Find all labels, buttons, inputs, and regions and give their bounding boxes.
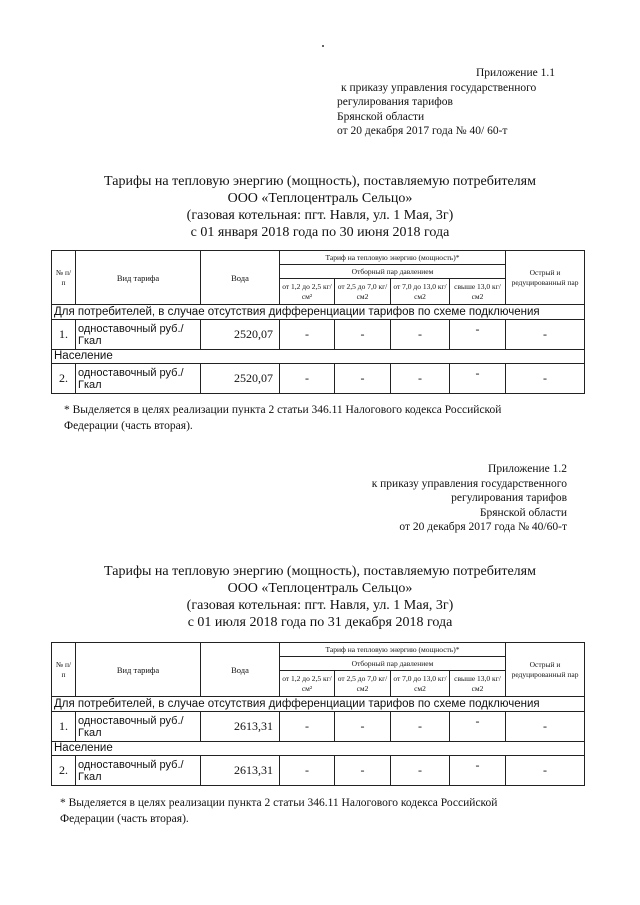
appendix-order-date: от 20 декабря 2017 года № 40/60-т — [399, 521, 567, 533]
title-line: с 01 июля 2018 года по 31 декабря 2018 года — [187, 615, 453, 630]
header-steam-1-2-5: от 1,2 до 2,5 кг/см² — [280, 279, 335, 305]
row-cell: - — [335, 712, 391, 742]
appendix-order-line: Брянской области — [337, 110, 425, 123]
row-tariff-type: одноставочный руб./Гкал — [76, 320, 201, 350]
section-label: Население — [52, 350, 585, 364]
title-line: Тарифы на тепловую энергию (мощность), поставляемую потребителям — [104, 564, 536, 579]
title-line: (газовая котельная: пгт. Навля, ул. 1 Мая, 3г) — [186, 598, 454, 613]
header-steam-group: Отборный пар давлением — [280, 265, 506, 279]
row-cell: - — [506, 320, 585, 350]
footnote — [64, 402, 501, 434]
row-number: 1. — [52, 712, 76, 742]
row-cell: - — [506, 712, 585, 742]
row-water-value: 2613,31 — [201, 712, 280, 742]
header-tariff-type: Вид тарифа — [76, 643, 201, 697]
header-steam-2-5-7: от 2,5 до 7,0 кг/см2 — [335, 279, 391, 305]
appendix-header — [337, 66, 555, 139]
title-line: ООО «Теплоцентраль Сельцо» — [227, 581, 413, 596]
tariff-table — [51, 642, 585, 786]
row-cell: - — [391, 320, 450, 350]
title-line: ООО «Теплоцентраль Сельцо» — [227, 191, 413, 206]
header-steam-7-13: от 7,0 до 13,0 кг/см2 — [391, 279, 450, 305]
row-number: 2. — [52, 756, 76, 786]
header-steam-group: Отборный пар давлением — [280, 657, 506, 671]
table-row — [52, 712, 585, 742]
section-label: Население — [52, 742, 585, 756]
title-line: (газовая котельная: пгт. Навля, ул. 1 Мая, 3г) — [186, 208, 454, 223]
header-row-number: № п/ п — [52, 643, 76, 697]
header-tariff-type: Вид тарифа — [76, 251, 201, 305]
row-cell: - — [450, 320, 506, 350]
table-row — [52, 364, 585, 394]
row-cell: - — [391, 712, 450, 742]
row-cell: - — [391, 756, 450, 786]
document-title — [0, 563, 640, 631]
table-row — [52, 320, 585, 350]
row-water-value: 2520,07 — [201, 364, 280, 394]
row-water-value: 2520,07 — [201, 320, 280, 350]
section-label: Для потребителей, в случае отсутствия дифференциации тарифов по схеме подключения — [52, 305, 585, 320]
appendix-order-line: регулирования тарифов — [451, 492, 567, 504]
row-cell: - — [450, 364, 506, 394]
title-line: Тарифы на тепловую энергию (мощность), поставляемую потребителям — [104, 174, 536, 189]
tariff-table — [51, 250, 585, 394]
header-steam-over-13: свыше 13,0 кг/см2 — [450, 279, 506, 305]
row-cell: - — [335, 756, 391, 786]
footnote-line: Федерации (часть вторая). — [64, 420, 193, 432]
appendix-number: Приложение 1.2 — [488, 463, 567, 475]
header-heat-tariff-group: Тариф на тепловую энергию (мощность)* — [280, 643, 506, 657]
row-number: 1. — [52, 320, 76, 350]
row-cell: - — [450, 756, 506, 786]
row-cell: - — [506, 364, 585, 394]
row-cell: - — [280, 320, 335, 350]
row-number: 2. — [52, 364, 76, 394]
footnote — [60, 795, 497, 827]
document-title — [0, 173, 640, 241]
appendix-header — [339, 462, 567, 535]
header-steam-over-13: свыше 13,0 кг/см2 — [450, 671, 506, 697]
appendix-order-line: к приказу управления государственного — [371, 477, 567, 490]
row-cell: - — [280, 756, 335, 786]
header-row-number: № п/ п — [52, 251, 76, 305]
footnote-line: Федерации (часть вторая). — [60, 813, 189, 825]
scan-speck — [322, 45, 324, 47]
appendix-order-line: Брянской области — [479, 506, 567, 519]
footnote-line: * Выделяется в целях реализации пункта 2 статьи 346.11 Налогового кодекса Российской — [64, 404, 502, 416]
header-water: Вода — [201, 643, 280, 697]
header-live-steam: Острый и редуцированный пар — [506, 251, 585, 305]
row-cell: - — [506, 756, 585, 786]
header-live-steam: Острый и редуцированный пар — [506, 643, 585, 697]
row-tariff-type: одноставочный руб./Гкал — [76, 364, 201, 394]
row-cell: - — [280, 712, 335, 742]
footnote-line: * Выделяется в целях реализации пункта 2 статьи 346.11 Налогового кодекса Российской — [60, 797, 498, 809]
appendix-number: Приложение 1.1 — [476, 67, 555, 79]
header-heat-tariff-group: Тариф на тепловую энергию (мощность)* — [280, 251, 506, 265]
appendix-order-date: от 20 декабря 2017 года № 40/ 60-т — [337, 125, 508, 137]
row-cell: - — [391, 364, 450, 394]
table-row — [52, 756, 585, 786]
row-cell: - — [335, 320, 391, 350]
row-cell: - — [450, 712, 506, 742]
row-cell: - — [280, 364, 335, 394]
header-water: Вода — [201, 251, 280, 305]
row-cell: - — [335, 364, 391, 394]
header-steam-1-2-5: от 1,2 до 2,5 кг/см² — [280, 671, 335, 697]
row-water-value: 2613,31 — [201, 756, 280, 786]
section-label: Для потребителей, в случае отсутствия дифференциации тарифов по схеме подключения — [52, 697, 585, 712]
row-tariff-type: одноставочный руб./Гкал — [76, 756, 201, 786]
appendix-order-line: регулирования тарифов — [337, 96, 453, 108]
header-steam-7-13: от 7,0 до 13,0 кг/см2 — [391, 671, 450, 697]
row-tariff-type: одноставочный руб./Гкал — [76, 712, 201, 742]
title-line: с 01 января 2018 года по 30 июня 2018 года — [190, 225, 450, 240]
header-steam-2-5-7: от 2,5 до 7,0 кг/см2 — [335, 671, 391, 697]
appendix-order-line: к приказу управления государственного — [341, 81, 537, 94]
